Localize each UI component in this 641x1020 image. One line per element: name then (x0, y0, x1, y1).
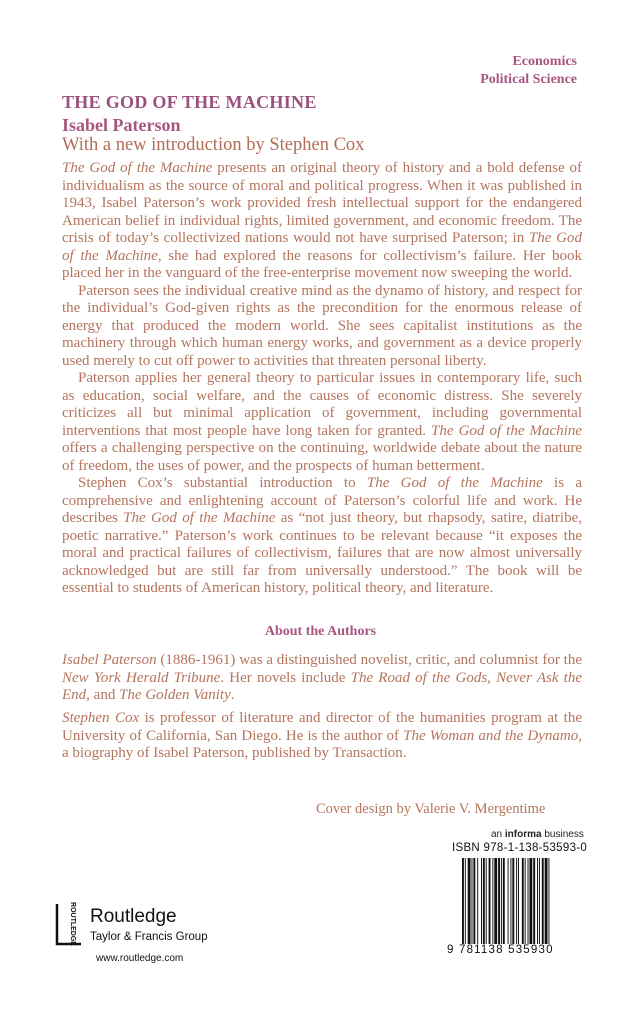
book-title-italic: The Woman and the Dynamo (403, 727, 579, 744)
description-paragraph-2: Paterson sees the individual creative mind as the dynamo of history, and respect for the individual’s God-given rights as the precondition for the enormous release of energy that produced the modern world. She sees capitalist institutions as the machinery through which human energy works, and government as a device properly used merely to cut off power to activities that threaten personal liberty. (62, 282, 582, 369)
text-run: offers a challenging perspective on the continuing, worldwide debate about the nature of freedom, the uses of power, and the prospects of human betterment. (62, 440, 582, 474)
text-run: presents an original theory of history and a bold defense of individualism as the source of moral and political progress. When it was published in 1943, Isabel Paterson’s work provided fresh intellectual support for the endangered American belief in individual rights, limited government, and economic freedom. The crisis of today’s collectivized nations would not have surprised Paterson; in (62, 160, 583, 246)
about-authors-heading: About the Authors (264, 624, 377, 639)
text-run: (1886-1961) was a distinguished novelist, critic, and columnist for the (156, 652, 583, 668)
category-economics: Economics (512, 54, 577, 69)
routledge-mark-icon (54, 901, 84, 947)
barcode-number: 9 781138 535930 (447, 944, 554, 956)
book-title-italic: The God of the Machine (431, 422, 582, 439)
category-political-science: Political Science (480, 72, 577, 87)
text-run: Stephen Cox’s substantial introduction to (78, 475, 367, 491)
description-paragraph-4 (62, 475, 582, 598)
author-bio-paterson (62, 652, 582, 705)
text-run: an (491, 829, 505, 840)
book-title-italic: The God of the Machine (123, 510, 276, 526)
subject-categories (480, 53, 577, 89)
routledge-mark-text: ROUTLEDGE (69, 902, 76, 946)
text-run: , a biography of Isabel Paterson, published by Transaction. (62, 727, 582, 761)
author-name-italic: Isabel Paterson (62, 652, 157, 668)
novel-title-italic: Never Ask the End (62, 669, 582, 703)
text-run: is professor of literature and director of the humanities program at the University of California, San Diego. He is the author of (62, 710, 582, 744)
description (62, 160, 582, 598)
novel-title-italic: The Road of the Gods (350, 669, 488, 686)
text-run: , she had explored the reasons for collectivism’s failure. Her book placed her in the vanguard of the free-enterprise movement now sweeping the world. (62, 247, 582, 281)
text-run: . Her novels include (220, 669, 351, 686)
introduction-credit: With a new introduction by Stephen Cox (62, 135, 365, 155)
cover-design-credit: Cover design by Valerie V. Mergentime (316, 801, 546, 817)
book-title-italic: The God of the Machine (62, 160, 213, 176)
text-run: , and (86, 687, 120, 703)
informa-business-tag (491, 829, 584, 840)
book-title-italic: The God of the Machine (366, 475, 543, 491)
barcode-icon (462, 858, 584, 944)
isbn-label: ISBN 978-1-138-53593-0 (452, 842, 588, 854)
text-run: . (230, 687, 235, 703)
newspaper-italic: New York Herald Tribune (62, 669, 221, 686)
description-paragraph-1 (62, 160, 582, 283)
text-run: as “not just theory, but rhapsody, satire, diatribe, poetic narrative.” Paterson’s work continues to be relevant because “it exposes the moral and practical failures of collectivism, failures that are now almost universally acknowledged but are still far from universally understood.” The book will be essential to students of American history, political theory, and literature. (62, 510, 582, 596)
book-author: Isabel Paterson (62, 115, 181, 135)
text-run: is a comprehensive and enlightening account of Paterson’s colorful life and work. He describes (62, 475, 582, 526)
book-title-italic: The God of the Machine (62, 230, 582, 264)
text-run: business (541, 829, 584, 840)
novel-title-italic: The Golden Vanity (119, 687, 231, 703)
informa-brand: informa (504, 829, 542, 840)
book-title: THE GOD OF THE MACHINE (62, 92, 317, 112)
publisher-group: Taylor & Francis Group (90, 931, 208, 943)
publisher-url[interactable]: www.routledge.com (96, 953, 184, 964)
text-run: Paterson applies her general theory to particular issues in contemporary life, such as education, social welfare, and the causes of economic distress. She severely criticizes all but minimal application of government, including governmental interventions that most people have long taken for granted. (62, 370, 582, 439)
author-bio-cox (62, 710, 582, 763)
text-run: , (487, 669, 497, 686)
author-name-italic: Stephen Cox (62, 710, 140, 726)
description-paragraph-3 (62, 370, 582, 475)
publisher-name: Routledge (90, 906, 177, 927)
